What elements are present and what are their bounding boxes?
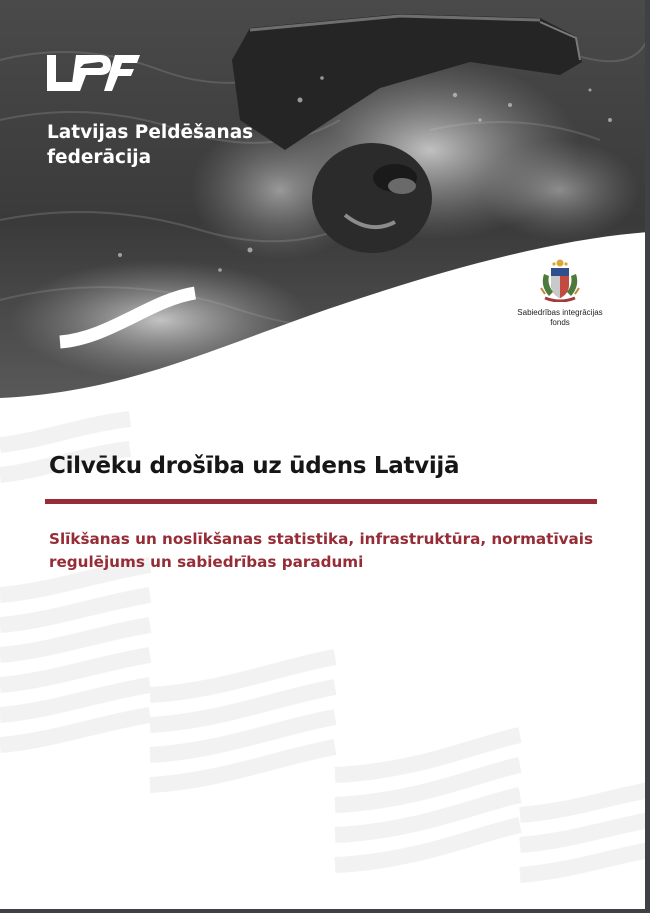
document-subtitle	[49, 528, 609, 574]
sponsor-name-line2: fonds	[550, 318, 570, 327]
document-title: Cilvēku drošība uz ūdens Latvijā	[49, 453, 460, 479]
sponsor-name	[510, 308, 610, 328]
federation-name	[47, 120, 253, 170]
federation-name-line1: Latvijas Peldēšanas	[47, 122, 254, 143]
document-subtitle-line1: Slīkšanas un noslīkšanas statistika, infrastruktūra, normatīvais	[49, 530, 594, 548]
federation-name-line2: federācija	[47, 147, 152, 168]
hero-swimmer-photo	[0, 0, 650, 405]
background-wave-pattern	[0, 405, 650, 913]
page-edge-bottom	[0, 909, 650, 913]
page-edge-right	[645, 0, 650, 913]
sponsor-name-line1: Sabiedrības integrācijas	[517, 308, 603, 317]
title-divider	[45, 499, 597, 504]
sponsor-logo	[510, 258, 610, 328]
document-subtitle-line2: regulējums un sabiedrības paradumi	[49, 553, 364, 571]
latvia-coat-of-arms-icon	[537, 258, 583, 302]
